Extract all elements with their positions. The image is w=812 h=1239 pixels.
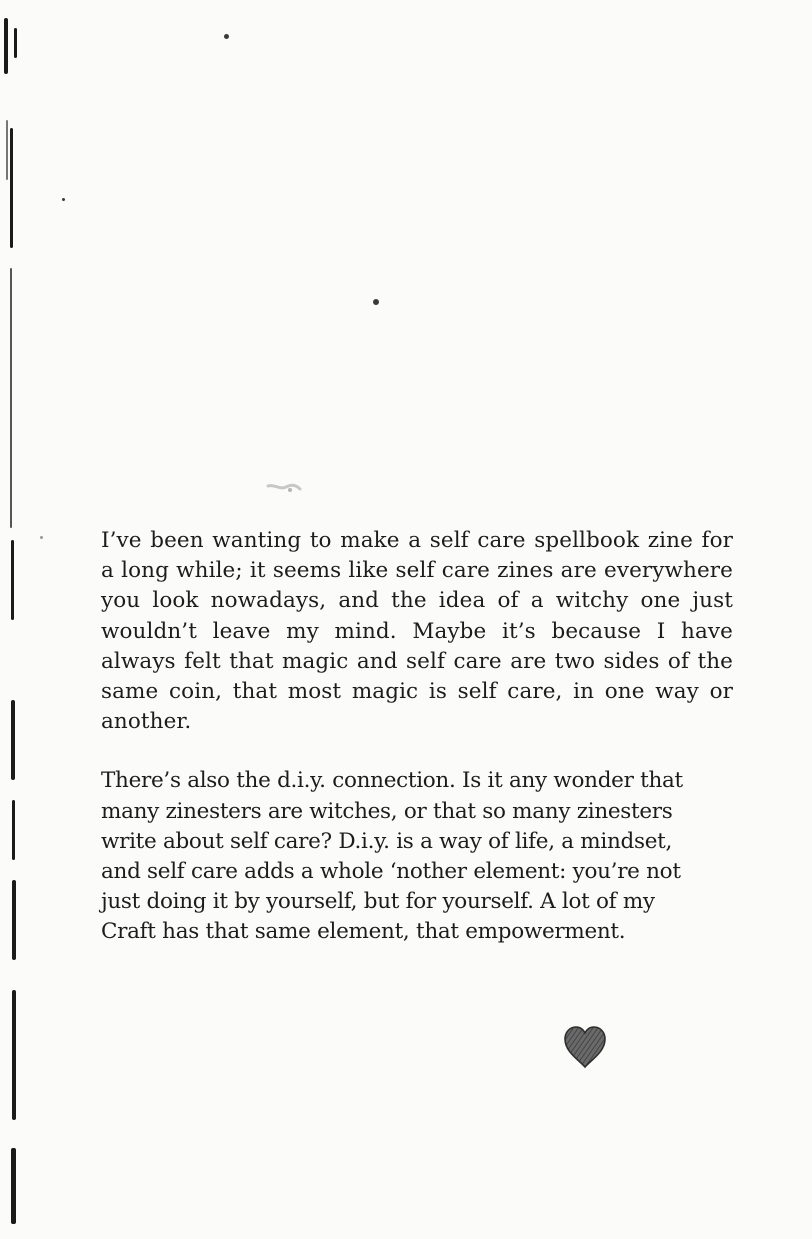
- diy-paragraph: There’s also the d.i.y. connection. Is it any wonder that many zinesters are witches, or that so many zinesters write about self care? D.i.y. is a way of life, a mindset, and self care adds a whole ‘nother element: you’re not just doing it by yourself, but for yourself. A lot of my Craft has that same element, that empowerment.: [101, 768, 683, 945]
- intro-paragraph: I’ve been wanting to make a self care spellbook zine for a long while; it seems like self care zines are everywhere you look nowadays, and the idea of a witchy one just wouldn’t leave my mind. Maybe it’s because I have always felt that magic and self care are two sides of the same coin, that most magic is self care, in one way or another.: [101, 528, 733, 735]
- copy-smudge: [264, 478, 304, 496]
- paper-speck: [224, 34, 229, 39]
- paper-speck: [40, 536, 43, 539]
- zine-body-text: [101, 526, 741, 948]
- binding-edge-shadow: [0, 0, 24, 1239]
- paper-speck: [62, 198, 65, 201]
- heart-icon: [561, 1024, 609, 1070]
- paper-speck: [373, 299, 379, 305]
